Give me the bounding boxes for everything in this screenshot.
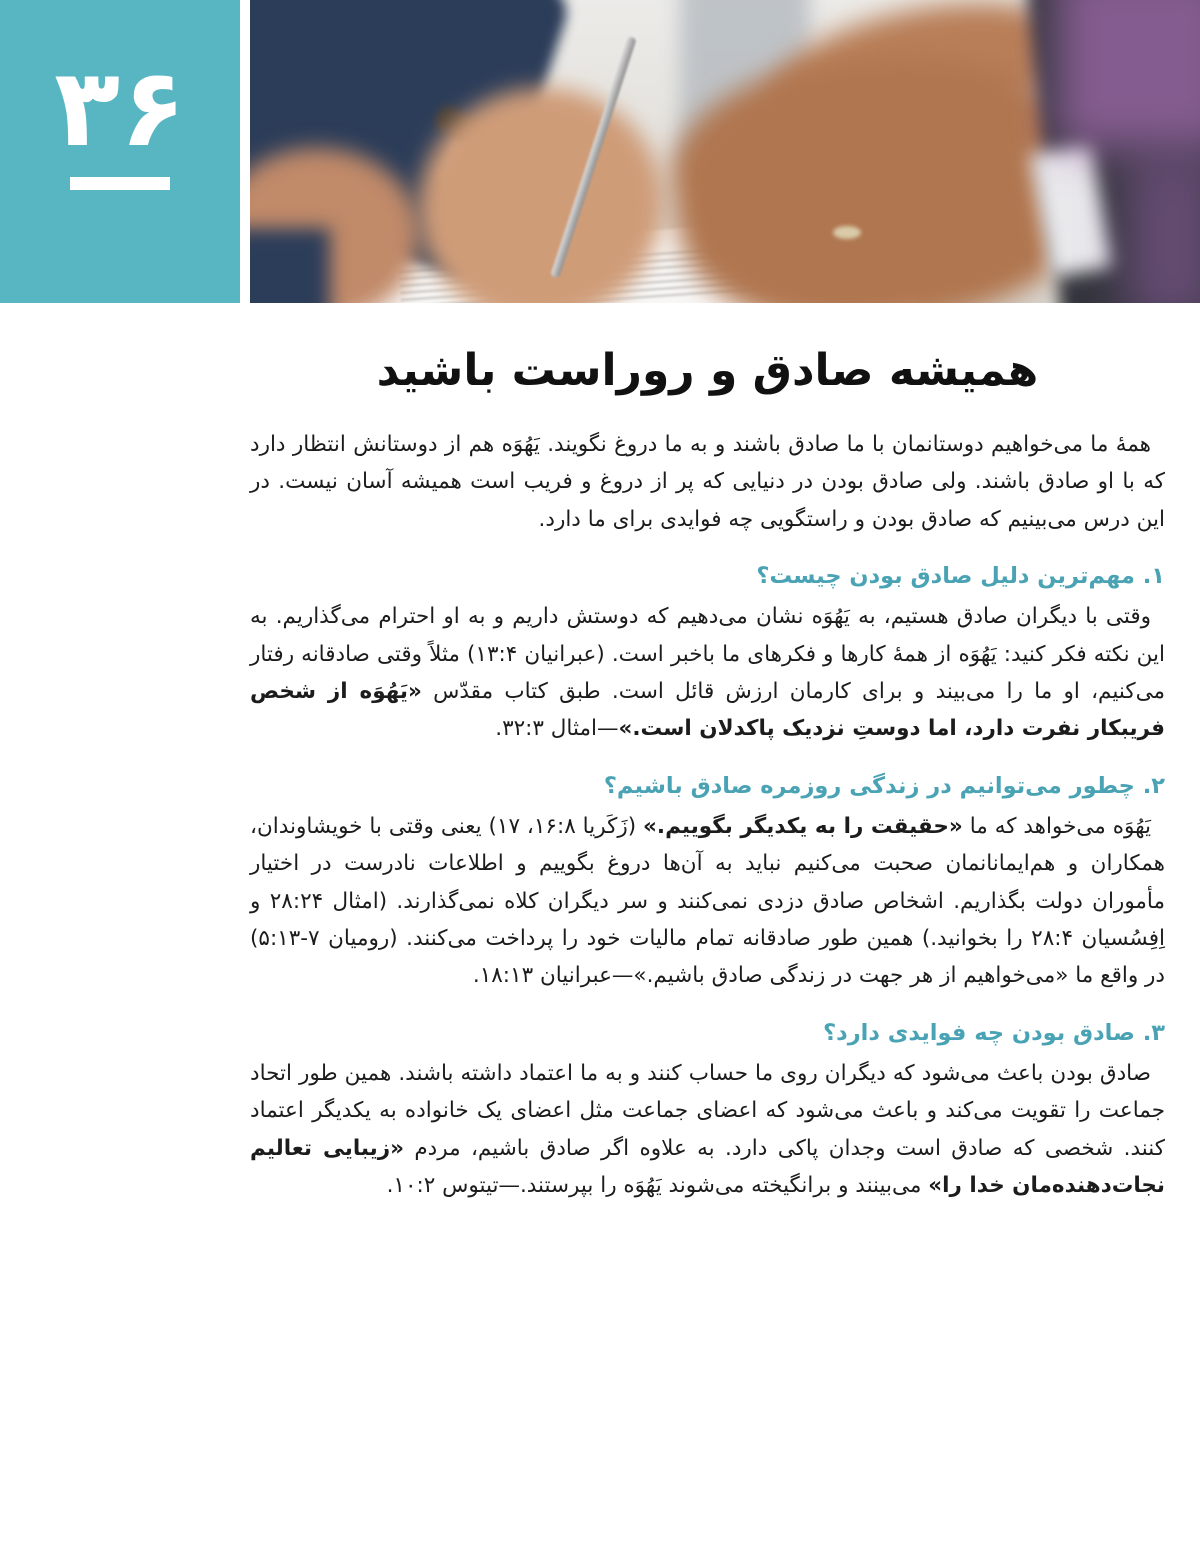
section-3-paragraph: صادق بودن باعث می‌شود که دیگران روی ما حساب کنند و به ما اعتماد داشته باشند. همین طور اتحاد جماعت را تقویت می‌کند و باعث می‌شود که اعضای جماعت مثل اعضای یک خانواده به یکدیگر اعتماد کنند. شخصی که صادق است وجدان پاکی دارد. به علاوه اگر صادق باشیم، مردم «زیبایی تعالیم نجات‌دهنده‌مان خدا را» می‌بینند و برانگیخته می‌شوند یَهُوَه را بپرستند.—تیتوس ۱۰:۲. [250,1060,1165,1199]
intro-paragraph: همهٔ ما می‌خواهیم دوستانمان با ما صادق باشند و به ما دروغ نگویند. یَهُوَه هم از دوستانش انتظار دارد که با او صادق باشند. ولی صادق بودن در دنیایی که پر از دروغ و فریب است همیشه آسان نیست. در این درس می‌بینیم که صادق بودن و راستگویی چه فوایدی برای ما دارد. [250,432,1165,532]
page-number-underline [70,177,170,190]
wedding-ring [833,226,861,239]
navy-sleeve-bottom-left [250,228,330,303]
section-1 [250,563,1165,748]
section-3 [250,1020,1165,1205]
section-2 [250,773,1165,995]
section-1-paragraph: وقتی با دیگران صادق هستیم، به یَهُوَه نشان می‌دهیم که دوستش داریم و به او احترام می‌گذاریم. به این نکته فکر کنید: یَهُوَه از همهٔ کارها و فکرهای ما باخبر است. (عبرانیان ۱۳:۴) مثلاً وقتی صادقانه رفتار می‌کنیم، او ما را می‌بیند و برای کارمان ارزش قائل است. طبق کتاب مقدّس «یَهُوَه از شخص فریبکار نفرت دارد، اما دوستِ نزدیک پاکدلان است.»—امثال ۳۲:۳. [250,604,1166,742]
purple-light-blur [1055,0,1200,150]
article-body [250,303,1165,1205]
chapter-photo [250,0,1200,303]
page-number: ۳۶ [54,46,186,171]
section-2-heading: ۲. چطور می‌توانیم در زندگی روزمره صادق باشیم؟ [603,772,1165,799]
section-1-heading: ۱. مهم‌ترین دلیل صادق بودن چیست؟ [756,563,1165,590]
section-2-paragraph: یَهُوَه می‌خواهد که ما «حقیقت را به یکدیگر بگوییم.» (زَکَریا ۱۶:۸، ۱۷) یعنی وقتی با خویشاوندان، همکاران و هم‌ایمانانمان صحبت می‌کنیم نباید به آن‌ها دروغ بگوییم و اطلاعات نادرست در اختیار مأموران دولت بگذاریم. اشخاص صادق دزدی نمی‌کنند و سر دیگران کلاه نمی‌گذارند. (امثال ۲۸:۲۴ و اِفِسُسیان ۲۸:۴ را بخوانید.) همین طور صادقانه تمام مالیات خود را پرداخت می‌کنند. (رومیان ۷-۵:۱۳) در واقع ما «می‌خواهیم از هر جهت در زندگی صادق باشیم.»—عبرانیان ۱۸:۱۳. [250,813,1166,989]
page-number-box [0,0,240,303]
purple-light-blur-2 [1125,155,1200,303]
section-3-heading: ۳. صادق بودن چه فوایدی دارد؟ [823,1019,1165,1046]
article-title: همیشه صادق و روراست باشید [376,345,1039,396]
